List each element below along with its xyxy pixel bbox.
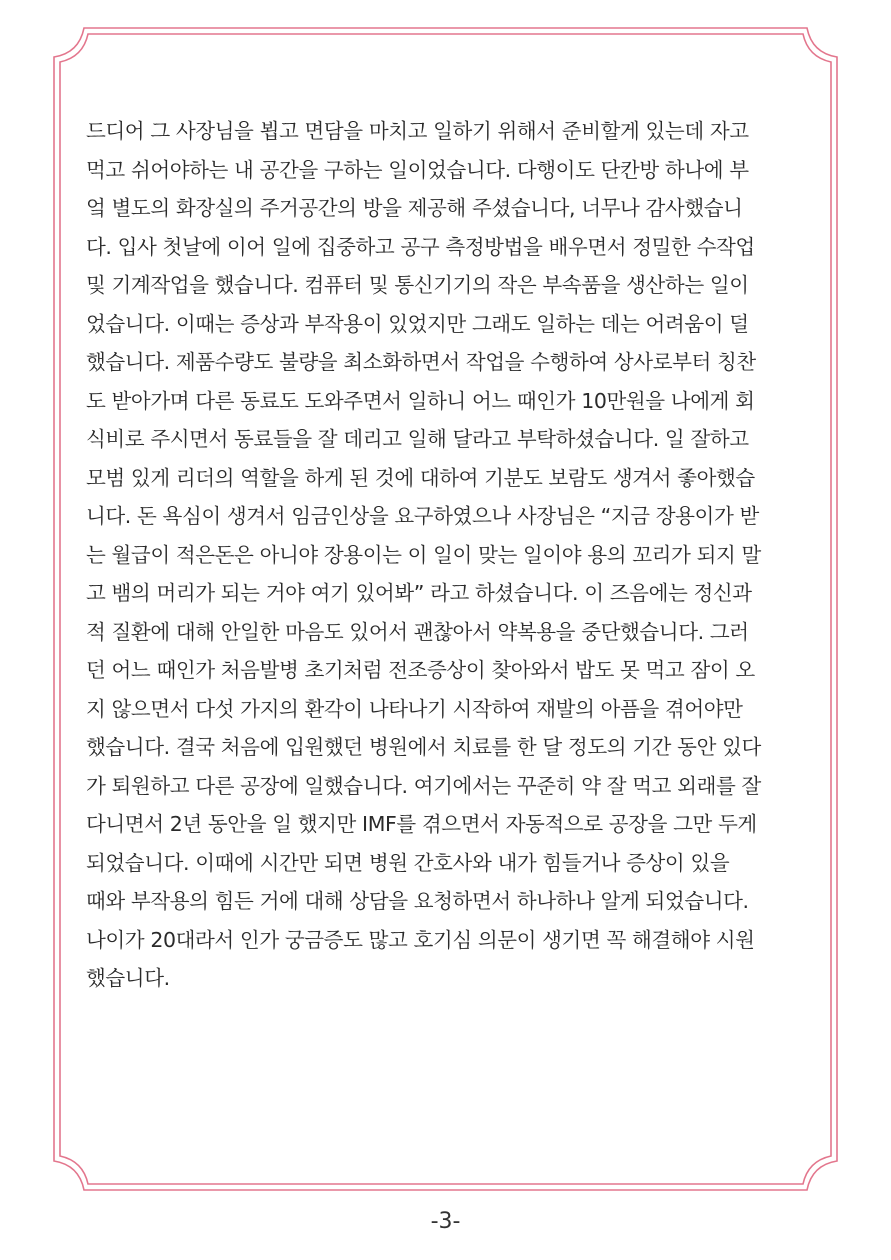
text-line: 드디어 그 사장님을 뵙고 면담을 마치고 일하기 위해서 준비할게 있는데 자고 — [86, 119, 749, 143]
text-line: 했습니다. 제품수량도 불량을 최소화하면서 작업을 수행하여 상사로부터 칭찬 — [86, 350, 756, 374]
text-line: 했습니다. — [86, 966, 170, 990]
text-line: 및 기계작업을 했습니다. 컴퓨터 및 통신기기의 작은 부속품을 생산하는 일이 — [86, 273, 749, 297]
text-line: 도 받아가며 다른 동료도 도와주면서 일하니 어느 때인가 10만원을 나에게 회 — [86, 388, 755, 413]
text-line: 다니면서 2년 동안을 일 했지만 IMF를 겪으면서 자동적으로 공장을 그만 두게 — [86, 812, 757, 836]
text-line: 엌 별도의 화장실의 주거공간의 방을 제공해 주셨습니다, 너무나 감사했습니 — [86, 196, 743, 220]
text-line: 모범 있게 리더의 역할을 하게 된 것에 대하여 기분도 보람도 생겨서 좋아했습 — [86, 465, 755, 490]
text-line: 먹고 쉬어야하는 내 공간을 구하는 일이었습니다. 다행이도 단칸방 하나에 부 — [86, 157, 749, 182]
text-line: 고 뱀의 머리가 되는 거야 여기 있어봐” 라고 하셨습니다. 이 즈음에는 정신과 — [86, 581, 752, 605]
text-line: 었습니다. 이때는 증상과 부작용이 있었지만 그래도 일하는 데는 어려움이 덜 — [86, 311, 749, 336]
text-line: 했습니다. 결국 처음에 입원했던 병원에서 치료를 한 달 정도의 기간 동안 있다 — [86, 735, 761, 759]
page-number: -3- — [430, 1209, 461, 1234]
text-line: 적 질환에 대해 안일한 마음도 있어서 괜찮아서 약복용을 중단했습니다. 그러 — [86, 619, 749, 644]
text-line: 때와 부작용의 힘든 거에 대해 상담을 요청하면서 하나하나 알게 되었습니다. — [86, 889, 749, 913]
text-line: 가 퇴원하고 다른 공장에 일했습니다. 여기에서는 꾸준히 약 잘 먹고 외래를 잘 — [86, 773, 761, 798]
text-line: 지 않으면서 다섯 가지의 환각이 나타나기 시작하여 재발의 아픔을 겪어야만 — [86, 696, 743, 721]
text-line: 니다. 돈 욕심이 생겨서 임금인상을 요구하였으나 사장님은 “지금 장용이가 받 — [86, 504, 759, 528]
text-line: 되었습니다. 이때에 시간만 되면 병원 간호사와 내가 힘들거나 증상이 있을 — [86, 850, 730, 875]
text-line: 던 어느 때인가 처음발병 초기처럼 전조증상이 찾아와서 밥도 못 먹고 잠이 오 — [86, 658, 755, 682]
text-line: 나이가 20대라서 인가 궁금증도 많고 호기심 의문이 생기면 꼭 해결해야 시원 — [86, 927, 755, 952]
body-text — [86, 112, 808, 998]
text-line: 식비로 주시면서 동료들을 잘 데리고 일해 달라고 부탁하셨습니다. 일 잘하고 — [86, 427, 749, 451]
text-line: 는 월급이 적은돈은 아니야 장용이는 이 일이 맞는 일이야 용의 꼬리가 되지 말 — [86, 542, 761, 567]
text-line: 다. 입사 첫날에 이어 일에 집중하고 공구 측정방법을 배우면서 정밀한 수작업 — [86, 234, 755, 259]
